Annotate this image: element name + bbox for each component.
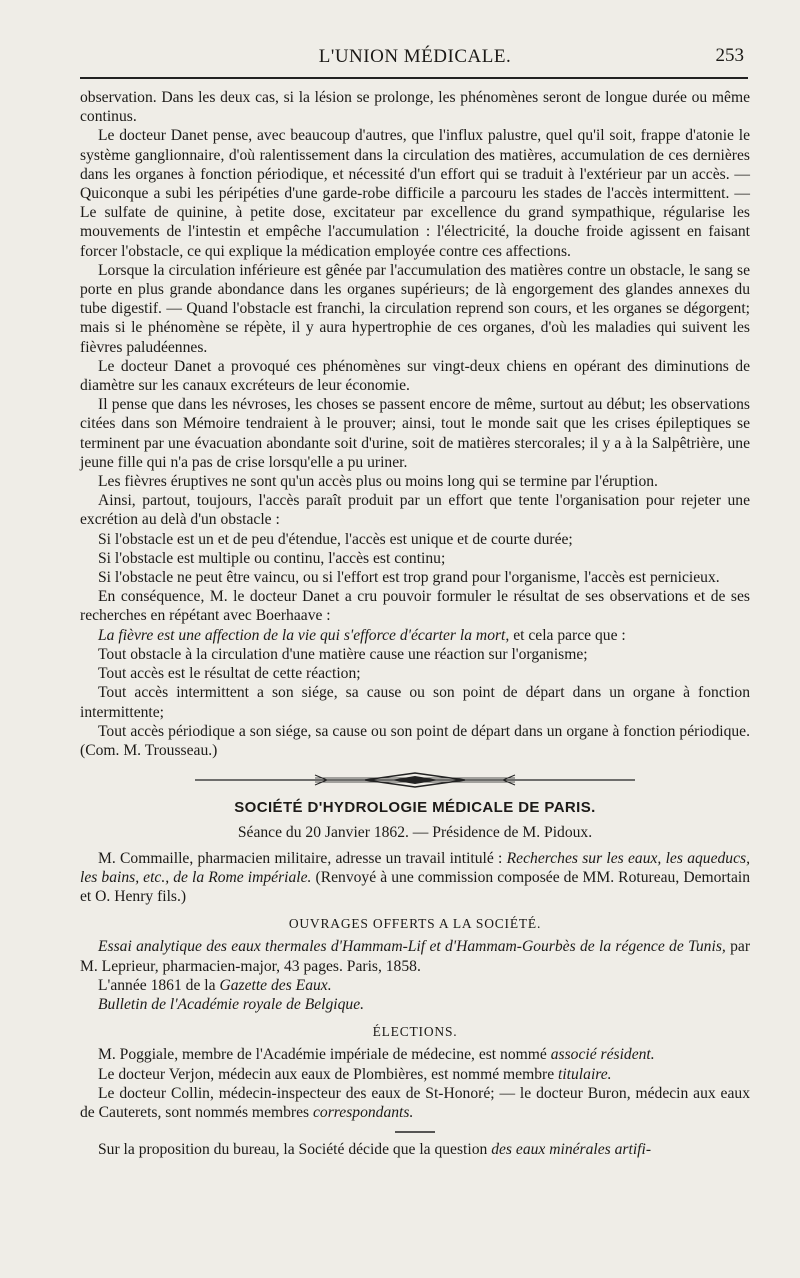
paragraph: Tout accès intermittent a son siége, sa cause ou son point de départ dans un organe à fonction intermittente; [80, 684, 750, 721]
ornament-divider-icon [195, 772, 635, 788]
paragraph: Le docteur Danet a provoqué ces phénomènes sur vingt-deux chiens en opérant des diminutions de diamètre sur les canaux excréteurs de leur économie. [80, 357, 750, 395]
elections-title: ÉLECTIONS. [372, 1024, 458, 1040]
ouvrage-title: Bulletin de l'Académie royale de Belgique. [98, 995, 365, 1013]
election-text: Le docteur Collin, médecin-inspecteur des eaux de St-Honoré; — le docteur Buron, médecin aux eaux de Cauterets, sont nommés membres [80, 1084, 750, 1121]
commaille-name: M. Commaille [98, 849, 190, 867]
final-italic: des eaux minérales artifi- [491, 1141, 652, 1159]
society-title: SOCIÉTÉ D'HYDROLOGIE MÉDICALE DE PARIS. [234, 799, 596, 817]
paragraph: Lorsque la circulation inférieure est gênée par l'accumulation des matières contre un obstacle, le sang se porte en plus grande abondance dans les organes supérieurs; de là engorgement des glandes annexes du tube digestif. — Quand l'obstacle est franchi, la circulation reprend son cours, et les organes se dégorgent; mais si le phénomène se répète, il y aura hypertrophie de ces organes, d'où les maladies qui suivent les fièvres paludéennes. [80, 261, 750, 356]
election-text: Le docteur Verjon, médecin aux eaux de Plombières, est nommé membre [98, 1065, 559, 1083]
paragraph: Si l'obstacle est un et de peu d'étendue, l'accès est unique et de courte durée; [98, 530, 573, 548]
election-item [80, 1045, 750, 1064]
commaille-title: Recherches sur les eaux, les aqueducs, les bains, etc., de la Rome impériale. [80, 849, 750, 886]
seance-line: Séance du 20 Janvier 1862. — Présidence de M. Pidoux. [237, 824, 593, 842]
paragraph: observation. Dans les deux cas, si la lésion se prolonge, les phénomènes seront de longue durée ou même continus. [80, 89, 750, 126]
election-item [80, 1084, 750, 1122]
final-paragraph [80, 1140, 750, 1159]
paragraph: Ainsi, partout, toujours, l'accès paraît produit par un effort que tente l'organisation pour rejeter une excrétion au delà d'un obstacle : [80, 492, 750, 529]
ouvrage-item [80, 937, 750, 975]
ouvrage-rest: par M. Leprieur, pharmacien-major, 43 pages. Paris, 1858. [80, 938, 751, 975]
paragraph: Tout accès est le résultat de cette réaction; [98, 665, 361, 683]
commaille-rest: (Renvoyé à une commission composée de MM. Rotureau, Demortain et O. Henry fils.) [80, 868, 750, 905]
commaille-text: , pharmacien militaire, adresse un travail intitulé : [189, 849, 507, 867]
paragraph: Les fièvres éruptives ne sont qu'un accès plus ou moins long qui se termine par l'éruption. [98, 473, 658, 491]
final-text: Sur la proposition du bureau, la Société décide que la question [98, 1141, 492, 1159]
paragraph: Le docteur Danet pense, avec beaucoup d'autres, que l'influx palustre, quel qu'il soit, frappe d'atonie le système ganglionnaire, d'où ralentissement dans la circulation des matières, accumulation de ces dernières dans les organes à fonction périodique, et nécessité d'un effort qui se traduit à l'extérieur par un accès. — Quiconque a subi les péripéties d'une garde-robe difficile a parcouru les stades de l'accès intermittent. — Le sulfate de quinine, à petite dose, excitateur par excellence du grand sympathique, régularise les mouvements de l'intestin et empêche l'accumulation : l'électricité, la douche froide agissent en faisant forcer l'obstacle, ce qui explique la médication employée contre ces affections. [80, 127, 750, 260]
ouvrages-title: OUVRAGES OFFERTS A LA SOCIÉTÉ. [288, 916, 542, 932]
short-divider-icon [395, 1130, 435, 1134]
quote-rest: et cela parce que : [509, 626, 626, 644]
paragraph: Si l'obstacle ne peut être vaincu, ou si l'effort est trop grand pour l'organisme, l'accès est pernicieux. [98, 569, 720, 587]
election-role: titulaire. [558, 1065, 612, 1083]
page-number: 253 [715, 45, 744, 66]
section-ornament [80, 772, 750, 788]
election-role: correspondants. [313, 1103, 414, 1121]
short-rule [80, 1130, 750, 1134]
running-title: L'UNION MÉDICALE. [318, 46, 512, 67]
commaille-paragraph [80, 849, 750, 907]
quote-paragraph [80, 626, 750, 645]
page-header [80, 42, 750, 70]
paragraph: Si l'obstacle est multiple ou continu, l'accès est continu; [98, 549, 446, 567]
header-rule [80, 77, 748, 79]
ouvrage-title: Essai analytique des eaux thermales d'Hammam-Lif et d'Hammam-Gourbès de la régence de Tunis, [98, 938, 726, 956]
paragraph: En conséquence, M. le docteur Danet a cru pouvoir formuler le résultat de ses observations et de ses recherches en répétant avec Boerhaave : [80, 588, 750, 625]
article-body [80, 88, 750, 1159]
ouvrage-title: Gazette des Eaux. [219, 976, 332, 994]
election-item [80, 1065, 750, 1084]
ouvrage-item [80, 976, 750, 995]
election-text: M. Poggiale, membre de l'Académie impériale de médecine, est nommé [98, 1046, 551, 1064]
ouvrage-pre: L'année 1861 de la [98, 976, 220, 994]
paragraph: Il pense que dans les névroses, les choses se passent encore de même, surtout au début; les observations citées dans son Mémoire tendraient à le prouver; ainsi, tout le monde sait que les crises épileptiques se terminent par une évacuation abondante soit d'urine, soit de matières stercorales; il y a à la Salpêtrière, une jeune fille qui n'a pas de crise lorsqu'elle a pu uriner. [80, 396, 750, 471]
paragraph: Tout obstacle à la circulation d'une matière cause une réaction sur l'organisme; [98, 645, 588, 663]
paragraph: Tout accès périodique a son siége, sa cause ou son point de départ dans un organe à fonction périodique. (Com. M. Trousseau.) [80, 722, 750, 759]
ouvrage-item [80, 995, 750, 1014]
election-role: associé résident. [550, 1046, 655, 1064]
quote-italic: La fièvre est une affection de la vie qui s'efforce d'écarter la mort, [98, 626, 510, 644]
